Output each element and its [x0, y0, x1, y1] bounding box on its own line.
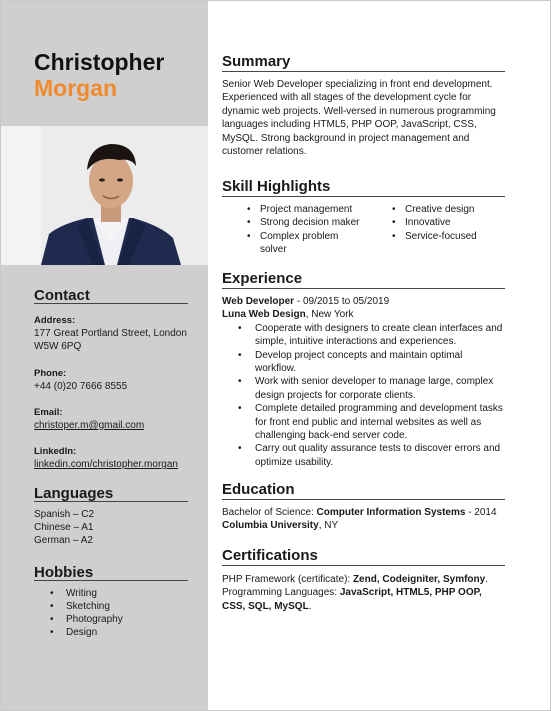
degree-prefix: Bachelor of Science:	[222, 507, 317, 518]
summary-text: Senior Web Developer specializing in front end development. Experienced with all stages of the development cycle for dynamic web projects. Well-versed in numerous programming languages including HTML5, PHP OOP, JavaScript, CSS, MySQL. Strong background in project management and customer relations.	[222, 79, 496, 158]
hobbies-heading: Hobbies	[34, 566, 188, 581]
experience-item: • Cooperate with designers to create clean interfaces and simple, intuitive interactions and experiences.	[222, 322, 505, 349]
company-location: , New York	[305, 309, 354, 321]
school-location: , NY	[318, 520, 339, 532]
education-section	[222, 506, 505, 533]
experience-heading: Experience	[222, 270, 505, 289]
hobby-item: • Writing	[34, 587, 188, 600]
address-line1: 177 Great Portland Street, London	[34, 328, 187, 339]
cert-line-2	[222, 586, 492, 613]
cert-2-label: Programming Languages:	[222, 587, 340, 599]
skill-item: • Service-focused	[388, 230, 498, 243]
language-item: Spanish – C2	[34, 509, 95, 520]
experience-section	[222, 295, 505, 469]
languages-list	[34, 508, 188, 547]
skill-item: • Complex problem solver	[243, 230, 350, 257]
last-name: Morgan	[34, 75, 118, 101]
skills-column-1	[243, 203, 363, 257]
hobby-item: • Design	[34, 626, 188, 639]
job-title-line	[222, 295, 505, 308]
language-item: Chinese – A1	[34, 522, 94, 533]
experience-item: • Develop project concepts and maintain optimal workflow.	[222, 349, 505, 376]
degree-year: - 2014	[465, 507, 497, 518]
cert-1-label: PHP Framework (certificate):	[222, 574, 353, 585]
job-role: Web Developer	[222, 296, 295, 307]
language-item: German – A2	[34, 535, 93, 546]
hobby-item: • Sketching	[34, 600, 188, 613]
cert-1-value: Zend, Codeigniter, Symfony	[352, 574, 486, 585]
experience-item: • Carry out quality assurance tests to discover errors and optimize usability.	[222, 442, 505, 469]
school-line	[222, 519, 505, 532]
skill-item: • Project management	[243, 203, 363, 216]
experience-bullets	[222, 322, 505, 469]
hobbies-list	[34, 587, 188, 639]
experience-item: • Work with senior developer to manage large, complex design projects for corporate clients.	[222, 375, 505, 402]
first-name: Christopher	[34, 49, 165, 75]
linkedin-label: LinkedIn:	[34, 446, 77, 457]
portrait-illustration	[1, 126, 208, 265]
experience-item: • Complete detailed programming and development tasks for front end public and internal websites as well as challenging back-end server code.	[222, 402, 505, 442]
summary-heading: Summary	[222, 53, 505, 72]
phone-label: Phone:	[34, 368, 67, 379]
company-line	[222, 308, 505, 321]
degree-line	[222, 506, 505, 519]
languages-section	[34, 487, 188, 547]
certifications-heading: Certifications	[222, 547, 505, 566]
email-label: Email:	[34, 407, 63, 418]
email-link[interactable]: christoper.m@gmail.com	[34, 420, 145, 431]
company-name: Luna Web Design	[222, 309, 306, 321]
contact-heading: Contact	[34, 289, 188, 304]
cert-2-end: .	[308, 600, 312, 612]
cert-2-value: JavaScript, HTML5, PHP OOP, CSS, SQL, MySQL	[222, 587, 482, 612]
education-heading: Education	[222, 481, 505, 500]
linkedin-link[interactable]: linkedin.com/christopher.morgan	[34, 459, 178, 470]
certifications-section	[222, 573, 492, 613]
address-label: Address:	[34, 315, 76, 326]
profile-photo	[1, 126, 208, 265]
hobby-item: • Photography	[34, 613, 188, 626]
contact-section	[34, 289, 188, 471]
languages-heading: Languages	[34, 487, 188, 502]
degree-name: Computer Information Systems	[316, 507, 466, 518]
cert-1-end: .	[485, 574, 488, 585]
address-line2: W5W 6PQ	[34, 341, 82, 352]
person-name	[34, 49, 164, 101]
skill-item: • Creative design	[388, 203, 498, 216]
school-name: Columbia University	[222, 520, 319, 532]
cert-line-1	[222, 573, 492, 586]
skills-column-2	[388, 203, 498, 243]
skill-item: • Strong decision maker	[243, 216, 363, 229]
skills-heading: Skill Highlights	[222, 178, 505, 197]
phone-value: +44 (0)20 7666 8555	[34, 381, 128, 392]
hobbies-section	[34, 566, 188, 639]
job-dates: - 09/2015 to 05/2019	[294, 296, 390, 307]
skill-item: • Innovative	[388, 216, 498, 229]
